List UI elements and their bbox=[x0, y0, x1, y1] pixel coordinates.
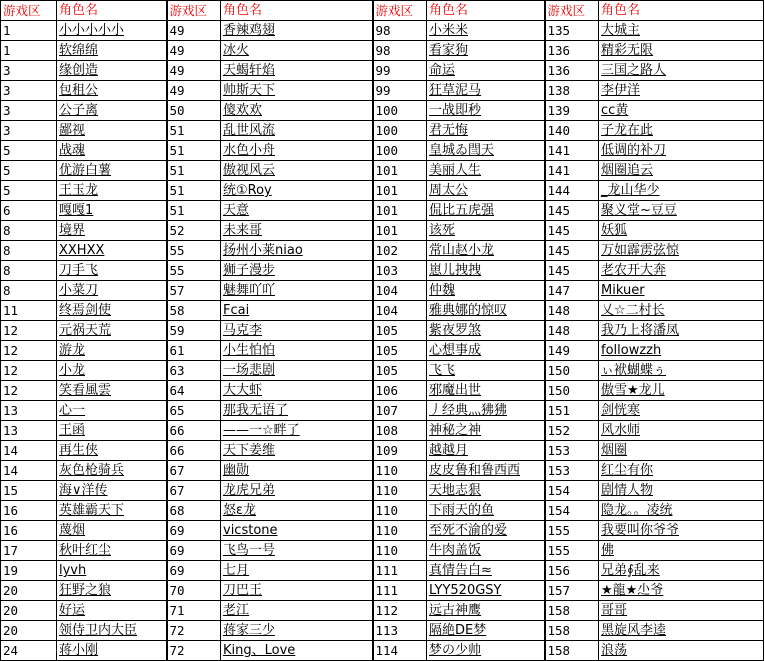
table-row bbox=[1, 121, 764, 141]
table-row bbox=[1, 101, 764, 121]
table-row bbox=[1, 641, 764, 661]
zone-cell: 51 bbox=[167, 161, 221, 181]
zone-cell: 12 bbox=[1, 321, 57, 341]
table-row bbox=[1, 161, 764, 181]
zone-cell: 71 bbox=[167, 601, 221, 621]
zone-cell: 49 bbox=[167, 61, 221, 81]
role-name-cell: 小生怕怕 bbox=[221, 341, 373, 361]
zone-cell: 8 bbox=[1, 241, 57, 261]
role-name-cell: 红尘有你 bbox=[599, 461, 764, 481]
zone-cell: 100 bbox=[373, 101, 427, 121]
zone-cell: 136 bbox=[545, 61, 599, 81]
role-name-cell: cc黄 bbox=[599, 101, 764, 121]
role-name-cell: vicstone bbox=[221, 521, 373, 541]
zone-cell: 5 bbox=[1, 181, 57, 201]
zone-cell: 100 bbox=[373, 121, 427, 141]
role-name-cell: 蒋家三少 bbox=[221, 621, 373, 641]
table-row bbox=[1, 181, 764, 201]
role-name-cell: 公子离 bbox=[57, 101, 167, 121]
zone-cell: 64 bbox=[167, 381, 221, 401]
role-name-cell: 万如霹雳弦惊 bbox=[599, 241, 764, 261]
role-name-cell: 大城主 bbox=[599, 21, 764, 41]
table-row bbox=[1, 281, 764, 301]
zone-cell: 156 bbox=[545, 561, 599, 581]
zone-cell: 12 bbox=[1, 381, 57, 401]
zone-cell: 99 bbox=[373, 61, 427, 81]
header-row bbox=[1, 1, 764, 21]
role-name-cell: 至死不渝的爱 bbox=[427, 521, 545, 541]
table-row bbox=[1, 21, 764, 41]
zone-cell: 55 bbox=[167, 241, 221, 261]
role-name-cell: 那我无语了 bbox=[221, 401, 373, 421]
zone-cell: 8 bbox=[1, 261, 57, 281]
zone-cell: 141 bbox=[545, 161, 599, 181]
role-name-cell: 笑看風雲 bbox=[57, 381, 167, 401]
zone-cell: 112 bbox=[373, 601, 427, 621]
role-name-cell: 皮皮鲁和鲁西西 bbox=[427, 461, 545, 481]
role-name-cell: ——一☆畔了 bbox=[221, 421, 373, 441]
zone-cell: 101 bbox=[373, 221, 427, 241]
role-name-cell: 小小小小小 bbox=[57, 21, 167, 41]
zone-cell: 66 bbox=[167, 441, 221, 461]
zone-cell: 51 bbox=[167, 141, 221, 161]
zone-cell: 3 bbox=[1, 81, 57, 101]
role-name-cell: 一场悲剧 bbox=[221, 361, 373, 381]
role-name-cell: 秋叶红尘 bbox=[57, 541, 167, 561]
table-row bbox=[1, 561, 764, 581]
role-name-cell: 海∨洋传 bbox=[57, 481, 167, 501]
role-name-cell: 聚义堂~豆豆 bbox=[599, 201, 764, 221]
role-name-cell: 好运 bbox=[57, 601, 167, 621]
zone-header: 游戏区 bbox=[373, 1, 427, 21]
role-name-cell: 境界 bbox=[57, 221, 167, 241]
role-name-cell: 邪魔出世 bbox=[427, 381, 545, 401]
zone-cell: 51 bbox=[167, 121, 221, 141]
zone-cell: 145 bbox=[545, 261, 599, 281]
role-name-cell: 飞飞 bbox=[427, 361, 545, 381]
zone-cell: 14 bbox=[1, 441, 57, 461]
role-name-cell: 风水师 bbox=[599, 421, 764, 441]
zone-cell: 69 bbox=[167, 561, 221, 581]
role-name-cell: 缘创造 bbox=[57, 61, 167, 81]
zone-cell: 20 bbox=[1, 621, 57, 641]
zone-cell: 105 bbox=[373, 341, 427, 361]
zone-cell: 50 bbox=[167, 101, 221, 121]
role-name-cell: 包租公 bbox=[57, 81, 167, 101]
role-name-cell: 统①Roy bbox=[221, 181, 373, 201]
role-name-cell: 心想事成 bbox=[427, 341, 545, 361]
role-name-cell: 黑旋风李逵 bbox=[599, 621, 764, 641]
zone-cell: 14 bbox=[1, 461, 57, 481]
role-name-cell: 远古神鹰 bbox=[427, 601, 545, 621]
role-name-cell: 常山赵小龙 bbox=[427, 241, 545, 261]
zone-cell: 145 bbox=[545, 221, 599, 241]
zone-cell: 13 bbox=[1, 421, 57, 441]
zone-cell: 110 bbox=[373, 461, 427, 481]
role-name-cell: 元祸天荒 bbox=[57, 321, 167, 341]
role-name-cell: ぃ袱蝴蝶ぅ bbox=[599, 361, 764, 381]
role-name-cell: 魅舞吖吖 bbox=[221, 281, 373, 301]
zone-cell: 1 bbox=[1, 21, 57, 41]
zone-cell: 11 bbox=[1, 301, 57, 321]
table-row bbox=[1, 541, 764, 561]
zone-cell: 17 bbox=[1, 541, 57, 561]
role-name-cell: 狮子漫步 bbox=[221, 261, 373, 281]
zone-cell: 16 bbox=[1, 521, 57, 541]
role-name-cell: 英雄霸天下 bbox=[57, 501, 167, 521]
role-name-cell: 蔑烟 bbox=[57, 521, 167, 541]
role-name-cell: 嘎嘎1 bbox=[57, 201, 167, 221]
table-row bbox=[1, 481, 764, 501]
role-name-cell: 烟圈追云 bbox=[599, 161, 764, 181]
table-row bbox=[1, 141, 764, 161]
role-name-cell: 妖狐 bbox=[599, 221, 764, 241]
role-name-cell: 天意 bbox=[221, 201, 373, 221]
role-name-cell: 李伊洋 bbox=[599, 81, 764, 101]
role-name-cell: 君无悔 bbox=[427, 121, 545, 141]
table-row bbox=[1, 461, 764, 481]
role-name-cell: 烟圈 bbox=[599, 441, 764, 461]
role-name-cell: 未来哥 bbox=[221, 221, 373, 241]
zone-cell: 144 bbox=[545, 181, 599, 201]
zone-cell: 52 bbox=[167, 221, 221, 241]
table-row bbox=[1, 601, 764, 621]
role-name-cell: 刀手飞 bbox=[57, 261, 167, 281]
zone-cell: 72 bbox=[167, 621, 221, 641]
zone-cell: 145 bbox=[545, 201, 599, 221]
role-name-cell: 下雨天的鱼 bbox=[427, 501, 545, 521]
zone-cell: 5 bbox=[1, 161, 57, 181]
role-name-cell: Mikuer bbox=[599, 281, 764, 301]
name-header: 角色名 bbox=[57, 1, 167, 21]
role-name-cell: 幽勋 bbox=[221, 461, 373, 481]
table-row bbox=[1, 261, 764, 281]
table-row bbox=[1, 201, 764, 221]
zone-cell: 141 bbox=[545, 141, 599, 161]
zone-cell: 51 bbox=[167, 181, 221, 201]
zone-cell: 150 bbox=[545, 361, 599, 381]
zone-cell: 155 bbox=[545, 521, 599, 541]
role-name-cell: 大大虾 bbox=[221, 381, 373, 401]
zone-cell: 138 bbox=[545, 81, 599, 101]
table-row bbox=[1, 441, 764, 461]
role-name-cell: 侃比五虎强 bbox=[427, 201, 545, 221]
zone-cell: 65 bbox=[167, 401, 221, 421]
zone-cell: 110 bbox=[373, 541, 427, 561]
zone-cell: 158 bbox=[545, 621, 599, 641]
role-name-cell: 牛肉盖饭 bbox=[427, 541, 545, 561]
table-row bbox=[1, 221, 764, 241]
role-name-cell: 王函 bbox=[57, 421, 167, 441]
zone-cell: 114 bbox=[373, 641, 427, 661]
role-name-cell: 七月 bbox=[221, 561, 373, 581]
zone-cell: 110 bbox=[373, 501, 427, 521]
table-row bbox=[1, 301, 764, 321]
role-name-cell: 狂野之狼 bbox=[57, 581, 167, 601]
zone-cell: 140 bbox=[545, 121, 599, 141]
role-name-cell: followzzh bbox=[599, 341, 764, 361]
role-name-cell: 剧情人物 bbox=[599, 481, 764, 501]
zone-cell: 3 bbox=[1, 61, 57, 81]
role-name-cell: 马克李 bbox=[221, 321, 373, 341]
role-name-cell: 傲雪★龙儿 bbox=[599, 381, 764, 401]
name-header: 角色名 bbox=[221, 1, 373, 21]
role-name-cell: King、Love bbox=[221, 641, 373, 661]
zone-cell: 67 bbox=[167, 461, 221, 481]
role-name-cell: 一战即秒 bbox=[427, 101, 545, 121]
role-name-cell: 王玉龙 bbox=[57, 181, 167, 201]
zone-cell: 100 bbox=[373, 141, 427, 161]
zone-cell: 72 bbox=[167, 641, 221, 661]
zone-cell: 158 bbox=[545, 641, 599, 661]
zone-cell: 101 bbox=[373, 181, 427, 201]
zone-cell: 12 bbox=[1, 341, 57, 361]
zone-cell: 69 bbox=[167, 541, 221, 561]
zone-cell: 139 bbox=[545, 101, 599, 121]
zone-cell: 111 bbox=[373, 581, 427, 601]
zone-cell: 70 bbox=[167, 581, 221, 601]
role-name-cell: 优游白薯 bbox=[57, 161, 167, 181]
role-name-cell: 剑恍寒 bbox=[599, 401, 764, 421]
zone-cell: 66 bbox=[167, 421, 221, 441]
role-name-cell: 软绵绵 bbox=[57, 41, 167, 61]
zone-cell: 101 bbox=[373, 201, 427, 221]
zone-cell: 8 bbox=[1, 221, 57, 241]
zone-cell: 68 bbox=[167, 501, 221, 521]
role-name-cell: 崽儿拽拽 bbox=[427, 261, 545, 281]
zone-cell: 106 bbox=[373, 381, 427, 401]
role-name-cell: 佛 bbox=[599, 541, 764, 561]
role-name-cell: 皇城ゐ閆天 bbox=[427, 141, 545, 161]
role-name-cell: 老农开大奔 bbox=[599, 261, 764, 281]
zone-cell: 110 bbox=[373, 481, 427, 501]
zone-cell: 58 bbox=[167, 301, 221, 321]
zone-cell: 108 bbox=[373, 421, 427, 441]
zone-cell: 103 bbox=[373, 261, 427, 281]
role-name-cell: 蒋小刚 bbox=[57, 641, 167, 661]
role-name-cell: 灰色枪骑兵 bbox=[57, 461, 167, 481]
role-name-cell: 龙虎兄弟 bbox=[221, 481, 373, 501]
table-row bbox=[1, 321, 764, 341]
zone-cell: 153 bbox=[545, 461, 599, 481]
zone-cell: 20 bbox=[1, 601, 57, 621]
role-name-cell: 怒ε龙 bbox=[221, 501, 373, 521]
role-name-cell: 浪荡 bbox=[599, 641, 764, 661]
zone-cell: 3 bbox=[1, 121, 57, 141]
role-name-cell: 游龙 bbox=[57, 341, 167, 361]
role-name-cell: _龙山华少 bbox=[599, 181, 764, 201]
zone-cell: 107 bbox=[373, 401, 427, 421]
role-name-cell: 真情告白≈ bbox=[427, 561, 545, 581]
zone-cell: 69 bbox=[167, 521, 221, 541]
table-row bbox=[1, 501, 764, 521]
zone-cell: 61 bbox=[167, 341, 221, 361]
role-name-cell: 再生侠 bbox=[57, 441, 167, 461]
role-name-cell: ★龍★尐爷 bbox=[599, 581, 764, 601]
role-name-cell: 冰火 bbox=[221, 41, 373, 61]
zone-cell: 157 bbox=[545, 581, 599, 601]
role-name-cell: 我要叫你爷爷 bbox=[599, 521, 764, 541]
zone-cell: 8 bbox=[1, 281, 57, 301]
zone-cell: 104 bbox=[373, 281, 427, 301]
role-name-cell: 飞鸟一号 bbox=[221, 541, 373, 561]
role-name-cell: 兄弟∮乱来 bbox=[599, 561, 764, 581]
role-name-cell: 心一 bbox=[57, 401, 167, 421]
zone-cell: 19 bbox=[1, 561, 57, 581]
role-name-cell: 美丽人生 bbox=[427, 161, 545, 181]
zone-cell: 15 bbox=[1, 481, 57, 501]
table-row bbox=[1, 341, 764, 361]
zone-cell: 111 bbox=[373, 561, 427, 581]
role-name-cell: 老江 bbox=[221, 601, 373, 621]
zone-cell: 152 bbox=[545, 421, 599, 441]
table-row bbox=[1, 581, 764, 601]
role-name-cell: 命运 bbox=[427, 61, 545, 81]
table-row bbox=[1, 621, 764, 641]
zone-cell: 105 bbox=[373, 321, 427, 341]
zone-cell: 149 bbox=[545, 341, 599, 361]
zone-cell: 154 bbox=[545, 481, 599, 501]
role-name-cell: 神秘之神 bbox=[427, 421, 545, 441]
zone-cell: 16 bbox=[1, 501, 57, 521]
role-name-cell: 我乃上将潘凤 bbox=[599, 321, 764, 341]
role-name-cell: 子龙在此 bbox=[599, 121, 764, 141]
zone-cell: 104 bbox=[373, 301, 427, 321]
role-name-cell: 傲视风云 bbox=[221, 161, 373, 181]
zone-cell: 105 bbox=[373, 361, 427, 381]
zone-cell: 145 bbox=[545, 241, 599, 261]
zone-cell: 63 bbox=[167, 361, 221, 381]
zone-cell: 57 bbox=[167, 281, 221, 301]
role-name-cell: 乂☆二村长 bbox=[599, 301, 764, 321]
role-name-cell: lyvh bbox=[57, 561, 167, 581]
role-name-cell: 周太公 bbox=[427, 181, 545, 201]
table-row bbox=[1, 81, 764, 101]
role-name-cell: 狂草泥马 bbox=[427, 81, 545, 101]
zone-cell: 99 bbox=[373, 81, 427, 101]
role-name-cell: XXHXX bbox=[57, 241, 167, 261]
zone-cell: 102 bbox=[373, 241, 427, 261]
zone-cell: 49 bbox=[167, 41, 221, 61]
role-name-cell: 丿经典灬狒狒 bbox=[427, 401, 545, 421]
role-name-cell: 精彩无限 bbox=[599, 41, 764, 61]
role-name-cell: 隔絶DE梦 bbox=[427, 621, 545, 641]
table-row bbox=[1, 521, 764, 541]
table-row bbox=[1, 361, 764, 381]
zone-cell: 67 bbox=[167, 481, 221, 501]
zone-cell: 1 bbox=[1, 41, 57, 61]
role-name-cell: 看家狗 bbox=[427, 41, 545, 61]
role-name-cell: 雅典娜的惊叹 bbox=[427, 301, 545, 321]
table-row bbox=[1, 61, 764, 81]
role-name-cell: 天地志狠 bbox=[427, 481, 545, 501]
zone-cell: 150 bbox=[545, 381, 599, 401]
zone-cell: 147 bbox=[545, 281, 599, 301]
zone-cell: 136 bbox=[545, 41, 599, 61]
zone-cell: 110 bbox=[373, 521, 427, 541]
role-name-cell: 香辣鸡翅 bbox=[221, 21, 373, 41]
zone-cell: 101 bbox=[373, 161, 427, 181]
zone-cell: 151 bbox=[545, 401, 599, 421]
name-header: 角色名 bbox=[599, 1, 764, 21]
role-name-cell: 低调的补刀 bbox=[599, 141, 764, 161]
role-name-cell: 天蝎轩焰 bbox=[221, 61, 373, 81]
zone-cell: 59 bbox=[167, 321, 221, 341]
table-body bbox=[1, 1, 764, 661]
role-name-cell: 小菜刀 bbox=[57, 281, 167, 301]
role-name-cell: 梦の少帅 bbox=[427, 641, 545, 661]
role-name-cell: 隐龙。。凌统 bbox=[599, 501, 764, 521]
role-name-cell: 终焉剑使 bbox=[57, 301, 167, 321]
zone-cell: 49 bbox=[167, 81, 221, 101]
role-name-cell: 鄙视 bbox=[57, 121, 167, 141]
role-name-cell: 天下姜维 bbox=[221, 441, 373, 461]
zone-cell: 98 bbox=[373, 41, 427, 61]
zone-cell: 148 bbox=[545, 321, 599, 341]
zone-cell: 113 bbox=[373, 621, 427, 641]
zone-header: 游戏区 bbox=[167, 1, 221, 21]
table-row bbox=[1, 41, 764, 61]
role-name-cell: 战魂 bbox=[57, 141, 167, 161]
role-name-cell: 该死 bbox=[427, 221, 545, 241]
role-name-cell: 水色小舟 bbox=[221, 141, 373, 161]
zone-cell: 55 bbox=[167, 261, 221, 281]
role-name-cell: 扬州小莱niao bbox=[221, 241, 373, 261]
zone-cell: 135 bbox=[545, 21, 599, 41]
role-name-cell: 仲魏 bbox=[427, 281, 545, 301]
role-name-cell: 刀巴王 bbox=[221, 581, 373, 601]
zone-cell: 3 bbox=[1, 101, 57, 121]
role-name-cell: 紫夜罗煞 bbox=[427, 321, 545, 341]
zone-cell: 158 bbox=[545, 601, 599, 621]
role-name-cell: 越越月 bbox=[427, 441, 545, 461]
zone-cell: 154 bbox=[545, 501, 599, 521]
table-row bbox=[1, 421, 764, 441]
role-name-cell: Fcai bbox=[221, 301, 373, 321]
zone-cell: 109 bbox=[373, 441, 427, 461]
table-row bbox=[1, 401, 764, 421]
zone-cell: 6 bbox=[1, 201, 57, 221]
role-name-cell: 小龙 bbox=[57, 361, 167, 381]
role-name-cell: 乱世风流 bbox=[221, 121, 373, 141]
role-name-cell: 三国之路人 bbox=[599, 61, 764, 81]
role-name-cell: LYY520GSY bbox=[427, 581, 545, 601]
zone-header: 游戏区 bbox=[1, 1, 57, 21]
zone-cell: 98 bbox=[373, 21, 427, 41]
role-name-cell: 傻欢欢 bbox=[221, 101, 373, 121]
table-row bbox=[1, 241, 764, 261]
zone-cell: 20 bbox=[1, 581, 57, 601]
role-name-cell: 帅斯天下 bbox=[221, 81, 373, 101]
zone-cell: 51 bbox=[167, 201, 221, 221]
name-header: 角色名 bbox=[427, 1, 545, 21]
zone-cell: 148 bbox=[545, 301, 599, 321]
table-row bbox=[1, 381, 764, 401]
zone-cell: 155 bbox=[545, 541, 599, 561]
zone-cell: 49 bbox=[167, 21, 221, 41]
zone-cell: 24 bbox=[1, 641, 57, 661]
zone-cell: 153 bbox=[545, 441, 599, 461]
zone-cell: 5 bbox=[1, 141, 57, 161]
zone-cell: 13 bbox=[1, 401, 57, 421]
zone-header: 游戏区 bbox=[545, 1, 599, 21]
role-name-cell: 小米米 bbox=[427, 21, 545, 41]
role-name-cell: 领侍卫内大臣 bbox=[57, 621, 167, 641]
zone-cell: 12 bbox=[1, 361, 57, 381]
role-name-cell: 哥哥 bbox=[599, 601, 764, 621]
